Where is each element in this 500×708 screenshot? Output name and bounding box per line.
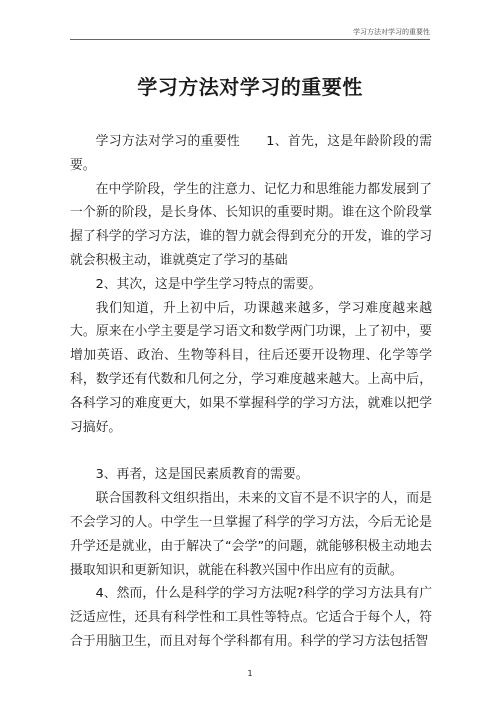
page-number: 1 — [247, 669, 253, 678]
paragraph-intro: 学习方法对学习的重要性 1、首先，这是年龄阶段的需要。 — [70, 134, 432, 173]
paragraph-heading-4: 4、然而，什么是科学的学习方法呢?科学的学习方法具有广泛适应性，还具有科学性和工具性等特点。它适合于每个人，符合于用脑卫生，而且对每个学科都有用。科学的学习方法包括智 — [70, 586, 432, 649]
header-rule — [70, 39, 430, 40]
document-body — [70, 130, 432, 654]
paragraph-heading-3: 3、再者，这是国民素质教育的需要。 — [95, 467, 309, 483]
paragraph-spacer — [70, 439, 432, 463]
paragraph-age-stage: 在中学阶段，学生的注意力、记忆力和思维能力都发展到了一个新的阶段，是长身体、长知识的重要时期。谁在这个阶段掌握了科学的学习方法，谁的智力就会得到充分的开发，谁的学习就会积极主动，谁就奠定了学习的基础 — [70, 181, 432, 268]
paragraph-unesco: 联合国教科文组织指出，未来的文盲不是不识字的人，而是不会学习的人。中学生一旦掌握了科学的学习方法，今后无论是升学还是就业，由于解决了“会学”的问题，就能够积极主动地去摄取知识和更新知识，就能在科教兴国中作出应有的贡献。 — [70, 491, 432, 578]
paragraph-heading-2: 2、其次，这是中学生学习特点的需要。 — [95, 276, 322, 292]
paragraph-study-difficulty: 我们知道，升上初中后，功课越来越多，学习难度越来越大。原来在小学主要是学习语文和数学两门功课，上了初中，要增加英语、政治、生物等科目，往后还要开设物理、化学等学科，数学还有代数和几何之分，学习难度越来越大。上高中后，各科学习的难度更大，如果不掌握科学的学习方法，就难以把学习搞好。 — [70, 300, 432, 435]
document-title: 学习方法对学习的重要性 — [137, 75, 363, 99]
running-header: 学习方法对学习的重要性 — [353, 28, 430, 36]
